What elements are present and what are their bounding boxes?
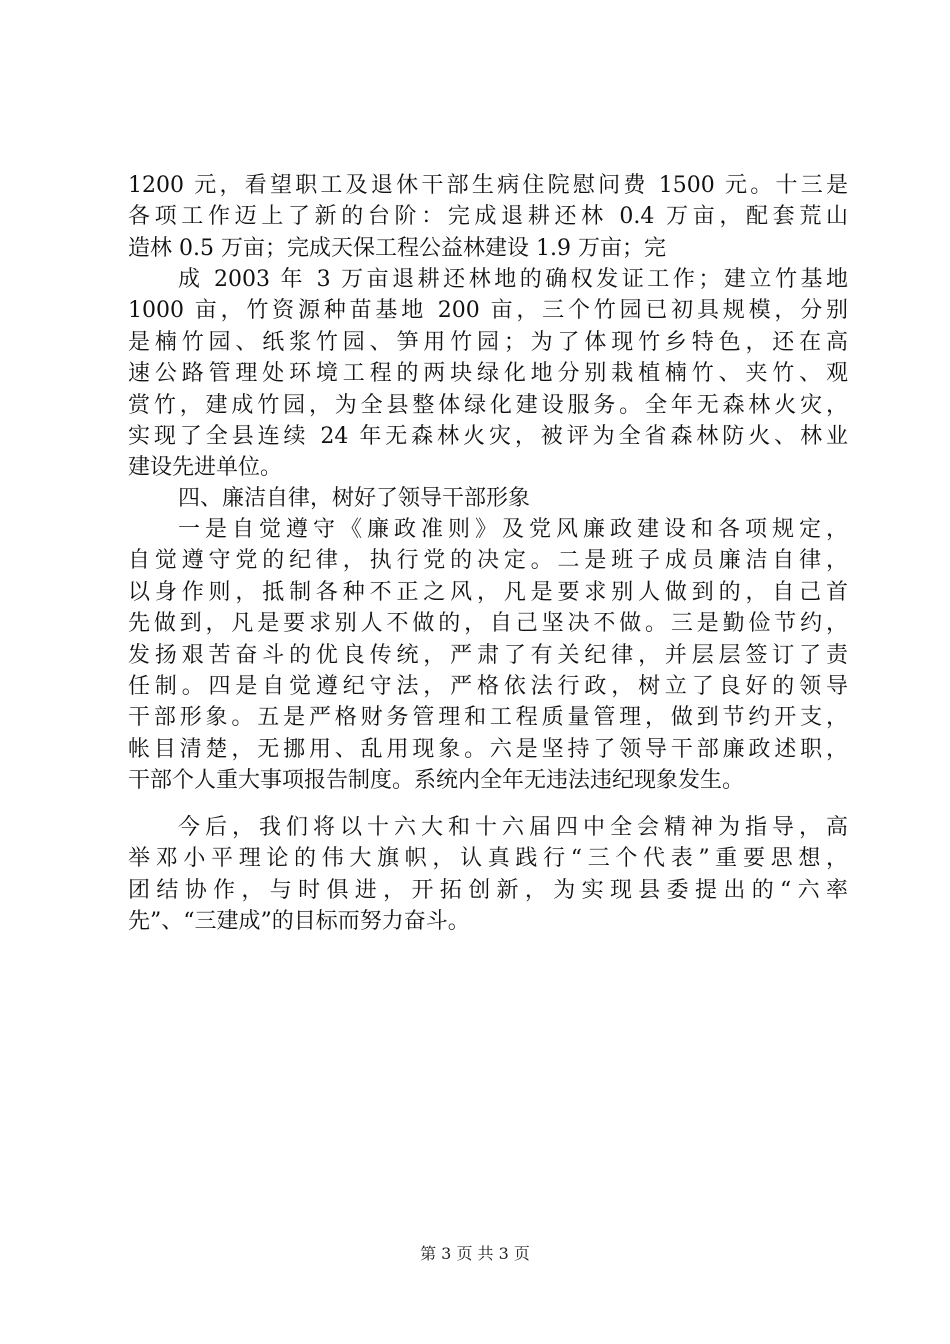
paragraph-integrity [128, 514, 848, 797]
paragraph-conclusion [128, 812, 848, 938]
text-line: 干部个人重大事项报告制度。系统内全年无违法违纪现象发生。 [128, 768, 745, 794]
text-line: 自觉遵守党的纪律，执行党的决定。二是班子成员廉洁自律， [128, 548, 848, 574]
text-line: 1200 元，看望职工及退休干部生病住院慰问费 1500 元。十三是 [128, 173, 848, 198]
text-line: 速公路管理处环境工程的两块绿化地分别栽植楠竹、夹竹、观 [128, 361, 848, 387]
paragraph-forestry [128, 264, 848, 484]
page-number-label: 第 3 页 共 3 页 [420, 1244, 530, 1263]
text-line: 帐目清楚，无挪用、乱用现象。六是坚持了领导干部廉政述职， [128, 736, 848, 762]
text-line: 成 2003 年 3 万亩退耕还林地的确权发证工作；建立竹基地 [178, 267, 848, 292]
text-line: 举邓小平理论的伟大旗帜，认真践行“三个代表”重要思想， [128, 846, 848, 872]
text-line: 建设先进单位。 [128, 455, 283, 481]
text-line: 1000 亩，竹资源种苗基地 200 亩，三个竹园已初具规模，分别 [128, 298, 848, 324]
text-line: 干部形象。五是严格财务管理和工程质量管理，做到节约开支， [128, 705, 848, 731]
text-line: 实现了全县连续 24 年无森林火灾，被评为全省森林防火、林业 [128, 423, 848, 449]
text-line: 先”、“三建成”的目标而努力奋斗。 [128, 909, 470, 935]
text-line: 团结协作，与时俱进，开拓创新，为实现县委提出的“六率 [128, 877, 848, 903]
text-line: 是楠竹园、纸浆竹园、笋用竹园；为了体现竹乡特色，还在高 [128, 329, 848, 355]
text-line: 今后，我们将以十六大和十六届四中全会精神为指导，高 [178, 815, 848, 840]
text-line: 先做到，凡是要求别人不做的，自己坚决不做。三是勤俭节约， [128, 611, 848, 637]
text-line: 造林 0.5 万亩；完成天保工程公益林建设 1.9 万亩；完 [128, 235, 666, 261]
page-footer [0, 1242, 950, 1266]
text-line: 赏竹，建成竹园，为全县整体绿化建设服务。全年无森林火灾， [128, 392, 848, 418]
text-line: 以身作则，抵制各种不正之风，凡是要求别人做到的，自己首 [128, 579, 848, 605]
section-heading [128, 483, 848, 514]
text-line: 一是自觉遵守《廉政准则》及党风廉政建设和各项规定， [178, 517, 848, 542]
paragraph-continuation [128, 170, 848, 264]
text-line: 各项工作迈上了新的台阶：完成退耕还林 0.4 万亩，配套荒山 [128, 204, 848, 230]
section-heading-text: 四、廉洁自律，树好了领导干部形象 [178, 486, 531, 511]
text-line: 任制。四是自觉遵纪守法，严格依法行政，树立了良好的领导 [128, 673, 848, 699]
text-line: 发扬艰苦奋斗的优良传统，严肃了有关纪律，并层层签订了责 [128, 642, 848, 668]
